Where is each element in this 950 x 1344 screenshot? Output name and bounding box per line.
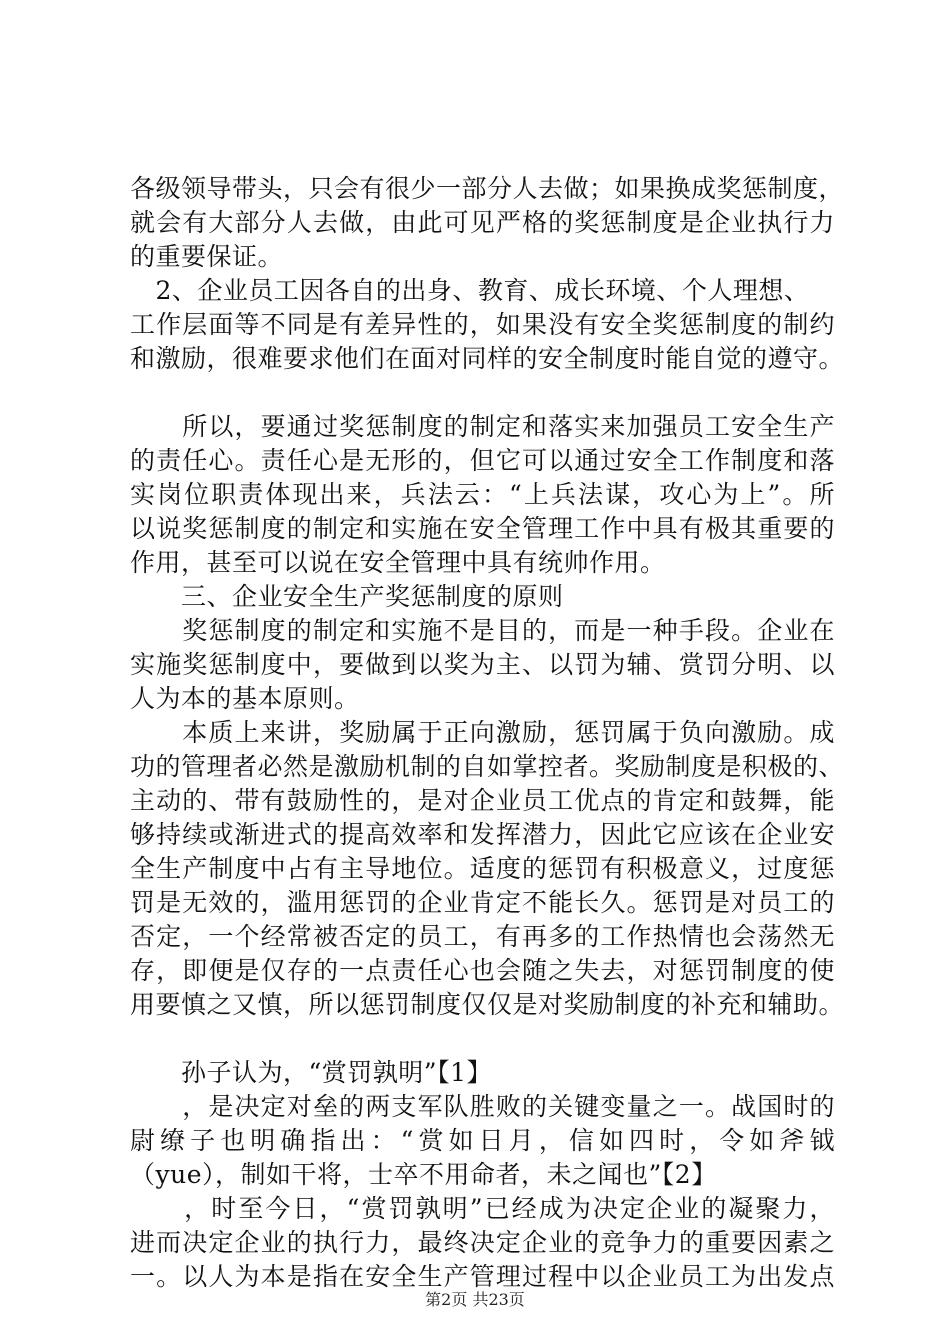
section-heading: 三、企业安全生产奖惩制度的原则 xyxy=(130,582,564,611)
text-line: 各级领导带头，只会有很少一部分人去做；如果换成奖惩制度， xyxy=(130,174,845,203)
text-line: 2、企业员工因各自的出身、教育、成长环境、个人理想、 xyxy=(130,276,810,305)
text-line: 进而决定企业的执行力，最终决定企业的竞争力的重要因素之 xyxy=(130,1228,835,1257)
document-body xyxy=(130,172,845,1294)
text-line: 人为本的基本原则。 xyxy=(130,684,360,713)
text-line: 存，即便是仅存的一点责任心也会随之失去，对惩罚制度的使 xyxy=(130,956,835,985)
blank-line xyxy=(130,376,835,410)
text-line: 的重要保证。 xyxy=(130,242,284,271)
text-line: 全生产制度中占有主导地位。适度的惩罚有积极意义，过度惩 xyxy=(130,854,835,883)
text-line: 工作层面等不同是有差异性的，如果没有安全奖惩制度的制约 xyxy=(130,310,835,339)
text-line: 一。以人为本是指在安全生产管理过程中以企业员工为出发点 xyxy=(130,1262,835,1291)
text-line: 就会有大部分人去做，由此可见严格的奖惩制度是企业执行力 xyxy=(130,208,835,237)
text-line: （yue），制如干将，士卒不用命者，未之闻也”【2】 xyxy=(130,1160,717,1189)
text-line: 实岗位职责体现出来，兵法云：“上兵法谋，攻心为上”。所 xyxy=(130,480,835,509)
text-line: 的责任心。责任心是无形的，但它可以通过安全工作制度和落 xyxy=(130,446,835,475)
text-line: 作用，甚至可以说在安全管理中具有统帅作用。 xyxy=(130,548,666,577)
text-line: ，时至今日，“赏罚孰明”已经成为决定企业的凝聚力， xyxy=(130,1194,835,1223)
text-line: 以说奖惩制度的制定和实施在安全管理工作中具有极其重要的 xyxy=(130,514,835,543)
text-line: 所以，要通过奖惩制度的制定和落实来加强员工安全生产 xyxy=(130,412,835,441)
text-line: 孙子认为，“赏罚孰明”【1】 xyxy=(130,1058,492,1087)
text-line: 否定，一个经常被否定的员工，有再多的工作热情也会荡然无 xyxy=(130,922,835,951)
text-line: 用要慎之又慎，所以惩罚制度仅仅是对奖励制度的补充和辅助。 xyxy=(130,990,845,1019)
text-line: 本质上来讲，奖励属于正向激励，惩罚属于负向激励。成 xyxy=(130,718,835,747)
text-line: 罚是无效的，滥用惩罚的企业肯定不能长久。惩罚是对员工的 xyxy=(130,888,835,917)
text-line: 和激励，很难要求他们在面对同样的安全制度时能自觉的遵守。 xyxy=(130,344,845,373)
text-line: 功的管理者必然是激励机制的自如掌控者。奖励制度是积极的、 xyxy=(130,752,845,781)
text-line: ，是决定对垒的两支军队胜败的关键变量之一。战国时的 xyxy=(130,1092,835,1121)
text-line: 实施奖惩制度中，要做到以奖为主、以罚为辅、赏罚分明、以 xyxy=(130,650,835,679)
text-line: 奖惩制度的制定和实施不是目的，而是一种手段。企业在 xyxy=(130,616,835,645)
page-footer: 第2页 共23页 xyxy=(425,1290,525,1309)
blank-line xyxy=(130,1022,835,1056)
text-line: 主动的、带有鼓励性的，是对企业员工优点的肯定和鼓舞，能 xyxy=(130,786,835,815)
text-line: 尉缭子也明确指出：“赏如日月，信如四时，令如斧钺 xyxy=(130,1126,835,1155)
text-line: 够持续或渐进式的提高效率和发挥潜力，因此它应该在企业安 xyxy=(130,820,835,849)
